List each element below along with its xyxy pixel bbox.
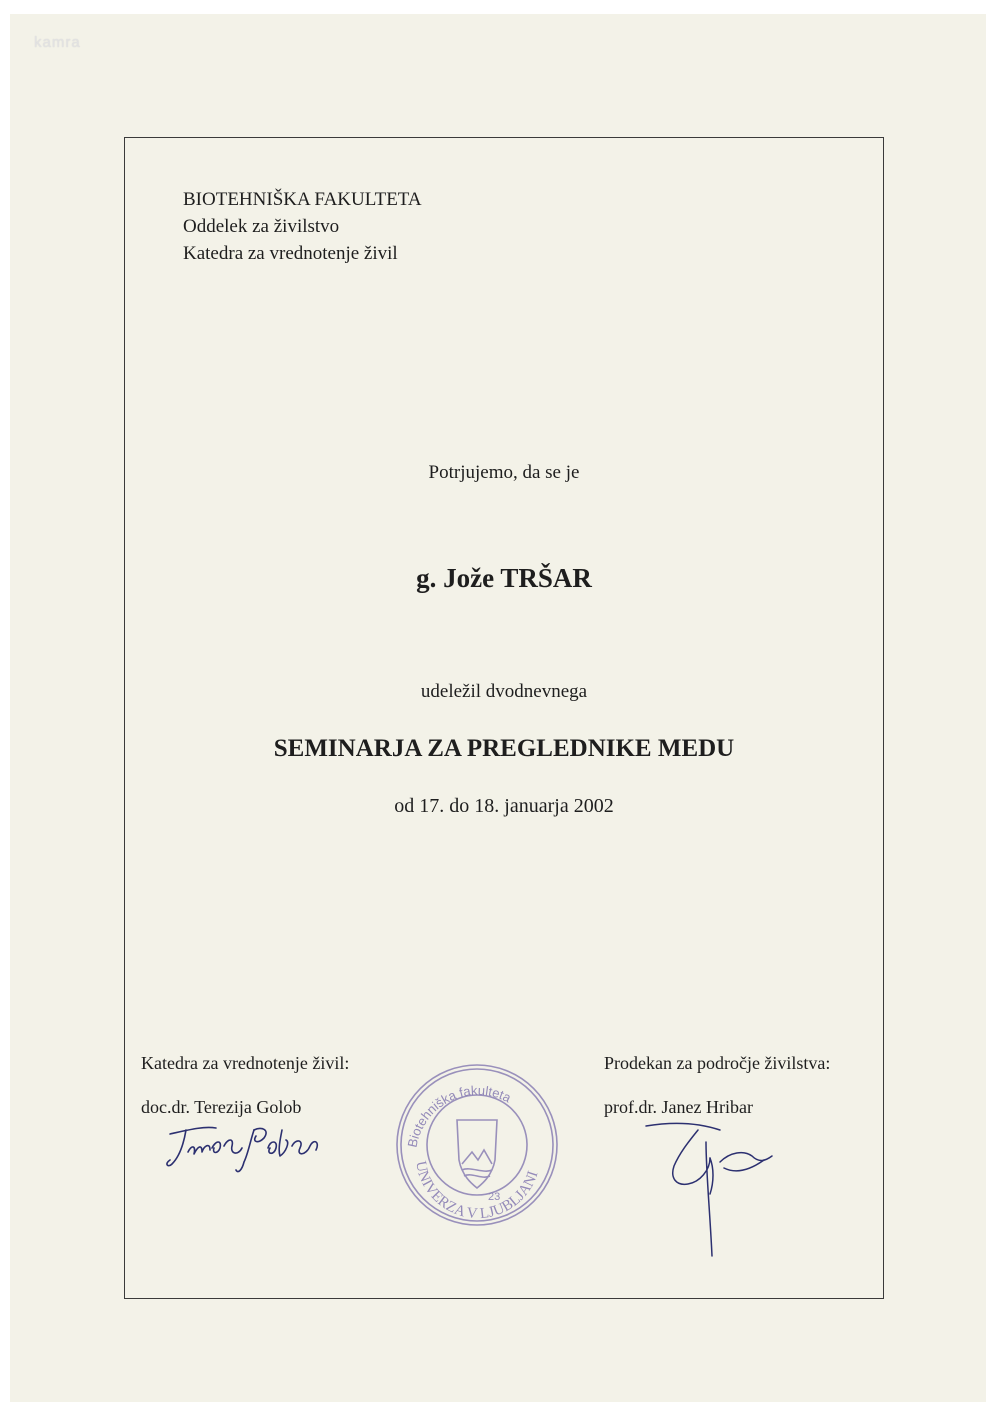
stamp-bottom-text: UNIVERZA V LJUBLJANI [412, 1159, 542, 1223]
right-signatory-role: Prodekan za področje živilstva: [604, 1053, 831, 1073]
recipient-name: g. Jože TRŠAR [416, 563, 592, 593]
left-signatory-role: Katedra za vrednotenje živil: [141, 1053, 350, 1073]
stamp-top-text: Biotehniška fakulteta [404, 1082, 514, 1149]
confirmation-text: Potrjujemo, da se je [428, 462, 580, 483]
institution-header [183, 186, 422, 267]
department-name: Oddelek za živilstvo [183, 216, 340, 237]
attendance-text: udeležil dvodnevnega [420, 681, 588, 702]
left-signatory-name: doc.dr. Terezija Golob [141, 1097, 302, 1117]
right-handwritten-signature [640, 1112, 790, 1262]
seminar-dates: od 17. do 18. januarja 2002 [394, 795, 614, 817]
university-stamp [392, 1060, 562, 1230]
seminar-title: SEMINARJA ZA PREGLEDNIKE MEDU [273, 735, 735, 762]
watermark: kamra [34, 34, 81, 51]
right-signatory-name: prof.dr. Janez Hribar [604, 1097, 753, 1117]
faculty-name: BIOTEHNIŠKA FAKULTETA [183, 189, 422, 210]
chair-name: Katedra za vrednotenje živil [183, 243, 398, 264]
stamp-number: 23 [488, 1191, 501, 1203]
left-handwritten-signature [158, 1112, 328, 1182]
